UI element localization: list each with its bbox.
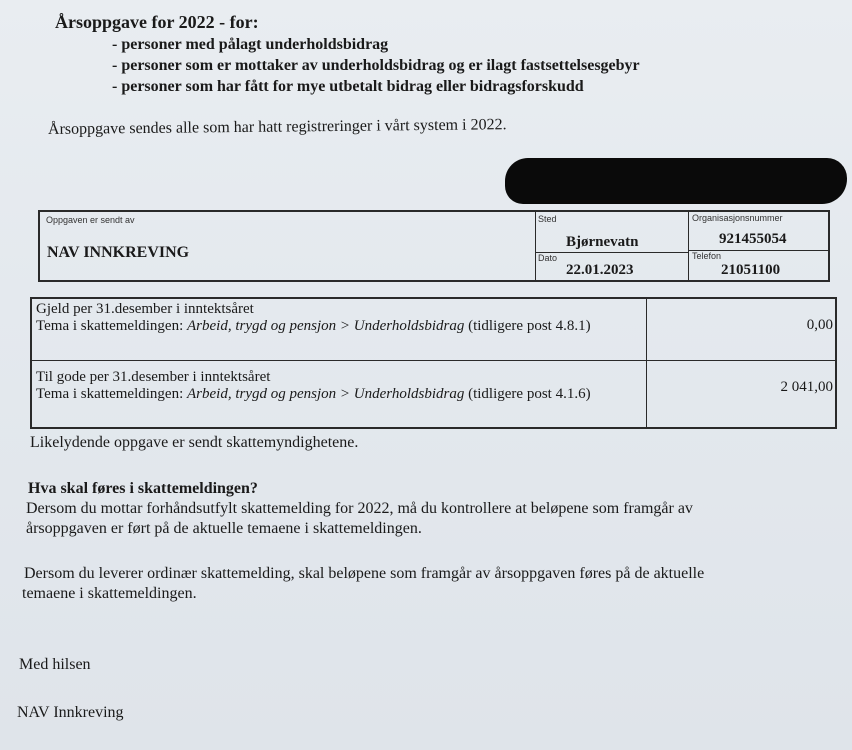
signature-text: NAV Innkreving	[17, 704, 124, 721]
paragraph-line: årsoppgaven er ført på de aktuelle temaene i skattemeldingen.	[26, 520, 422, 537]
phone-value: 21051100	[721, 262, 781, 278]
org-phone-cell	[689, 212, 828, 280]
paragraph-line: Dersom du leverer ordinær skattemelding, skal beløpene som framgår av årsoppgaven føres på de aktuelle	[24, 565, 705, 582]
place-value: Bjørnevatn	[566, 234, 639, 250]
sender-info-box	[38, 210, 830, 282]
sender-name: NAV INNKREVING	[47, 244, 190, 261]
table-row	[31, 360, 836, 428]
org-number-label: Organisasjonsnummer	[692, 213, 783, 223]
theme-suffix: (tidligere post 4.8.1)	[464, 318, 591, 334]
date-value: 22.01.2023	[566, 262, 634, 278]
amounts-table	[30, 297, 837, 429]
place-label: Sted	[538, 214, 557, 224]
theme-suffix: (tidligere post 4.1.6)	[464, 385, 591, 402]
phone-label: Telefon	[692, 251, 722, 261]
redacted-address	[505, 158, 847, 204]
theme-prefix: Tema i skattemeldingen:	[36, 385, 187, 402]
amount-value: 2 041,00	[647, 360, 837, 428]
org-number-value: 921455054	[719, 231, 787, 247]
intro-text: Årsoppgave sendes alle som har hatt registreringer i vårt system i 2022.	[47, 116, 507, 138]
note-text: Likelydende oppgave er sendt skattemyndighetene.	[30, 434, 359, 451]
document-title: Årsoppgave for 2022 - for:	[55, 12, 259, 32]
table-row	[31, 298, 836, 360]
bullet-item: - personer som er mottaker av underholdsbidrag og er ilagt fastsettelsesgebyr	[112, 57, 640, 74]
amount-description	[31, 298, 647, 360]
theme-path: Arbeid, trygd og pensjon > Underholdsbidrag	[187, 385, 465, 402]
sent-by-label: Oppgaven er sendt av	[46, 215, 135, 225]
amount-description	[31, 360, 647, 428]
paragraph-line: temaene i skattemeldingen.	[22, 585, 197, 602]
bullet-item: - personer som har fått for mye utbetalt bidrag eller bidragsforskudd	[112, 78, 584, 95]
theme-path: Arbeid, trygd og pensjon > Underholdsbidrag	[187, 318, 465, 334]
closing-text: Med hilsen	[19, 656, 91, 673]
bullet-item: - personer med pålagt underholdsbidrag	[112, 36, 389, 53]
theme-prefix: Tema i skattemeldingen:	[36, 318, 187, 334]
paragraph-line: Dersom du mottar forhåndsutfylt skattemelding for 2022, må du kontrollere at beløpene som framgår av	[26, 500, 693, 517]
date-label: Dato	[538, 253, 558, 263]
amount-value: 0,00	[647, 298, 837, 360]
amount-heading: Til gode per 31.desember i inntektsåret	[36, 368, 271, 385]
sender-cell	[40, 212, 536, 280]
amount-heading: Gjeld per 31.desember i inntektsåret	[36, 301, 254, 317]
section-heading: Hva skal føres i skattemeldingen?	[28, 480, 258, 497]
place-date-cell	[536, 212, 689, 280]
